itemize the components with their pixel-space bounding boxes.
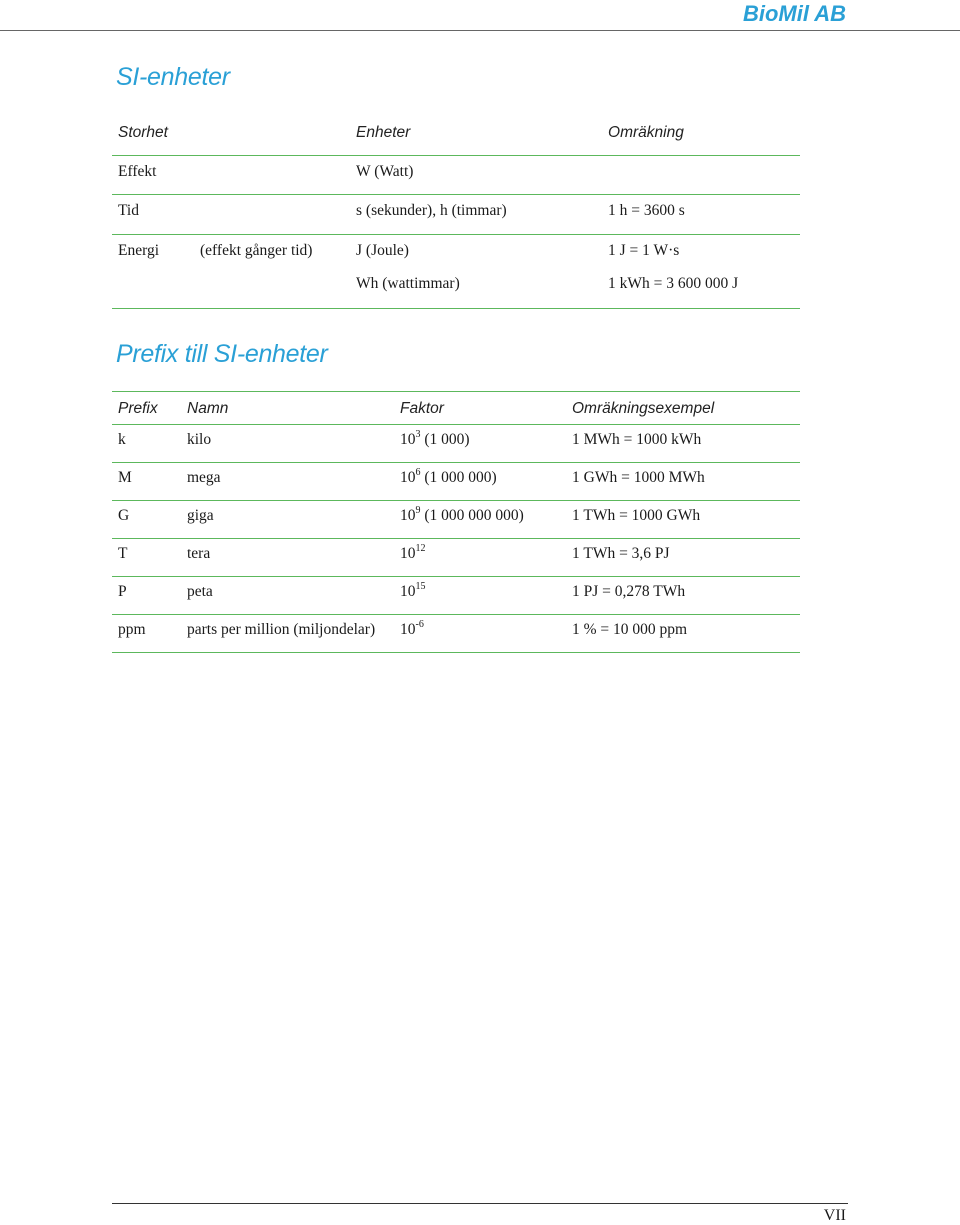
prefix-cell: k — [118, 431, 126, 448]
factor-cell — [394, 501, 566, 539]
factor-exponent: 9 — [415, 504, 421, 516]
table-row — [112, 577, 800, 615]
quantity-cell: Effekt — [118, 163, 157, 180]
name-cell: tera — [187, 545, 211, 562]
prefix-cell: M — [118, 469, 132, 486]
quantity-cell: Tid — [118, 202, 139, 219]
prefix-cell: T — [118, 545, 128, 562]
col-header-name: Namn — [187, 400, 229, 417]
example-cell: 1 % = 10 000 ppm — [572, 621, 688, 638]
si-units-table — [112, 115, 800, 309]
factor-tail: (1 000 000) — [420, 469, 497, 486]
table-row-effekt — [112, 156, 800, 195]
table-row-energi — [112, 235, 800, 274]
factor-exponent: 15 — [415, 580, 426, 592]
factor-exponent: 3 — [415, 428, 421, 440]
example-cell: 1 TWh = 3,6 PJ — [572, 545, 670, 562]
name-cell: kilo — [187, 431, 212, 448]
factor-tail: (1 000 000 000) — [420, 507, 524, 524]
col-header-units: Enheter — [356, 124, 411, 141]
unit-cell: s (sekunder), h (timmar) — [356, 202, 507, 219]
name-cell: parts per million (miljondelar) — [187, 621, 376, 638]
factor-cell — [394, 577, 566, 615]
prefix-table — [112, 391, 800, 653]
factor-base: 10 — [400, 431, 416, 448]
example-cell: 1 MWh = 1000 kWh — [572, 431, 702, 448]
prefix-heading: Prefix till SI-enheter — [116, 340, 328, 368]
col-header-conversion: Omräkning — [608, 124, 684, 141]
factor-tail: (1 000) — [420, 431, 470, 448]
factor-base: 10 — [400, 545, 416, 562]
table-row — [112, 615, 800, 653]
quantity-cell: Energi — [118, 242, 160, 259]
prefix-cell: P — [118, 583, 127, 600]
factor-cell — [394, 425, 566, 463]
unit-cell: Wh (wattimmar) — [356, 275, 460, 292]
table-row-energi-wh — [112, 273, 800, 309]
table-row — [112, 425, 800, 463]
factor-exponent: 12 — [415, 542, 426, 554]
name-cell: peta — [187, 583, 213, 600]
prefix-cell: G — [118, 507, 130, 524]
factor-base: 10 — [400, 469, 416, 486]
factor-base: 10 — [400, 507, 416, 524]
name-cell: mega — [187, 469, 221, 486]
unit-cell: J (Joule) — [356, 242, 409, 259]
col-header-prefix: Prefix — [118, 400, 158, 417]
example-cell: 1 PJ = 0,278 TWh — [572, 583, 686, 600]
example-cell: 1 GWh = 1000 MWh — [572, 469, 705, 486]
unit-cell: W (Watt) — [356, 163, 414, 180]
company-brand: BioMil AB — [742, 1, 846, 26]
factor-exponent: -6 — [415, 618, 424, 630]
conversion-cell: 1 h = 3600 s — [608, 202, 685, 219]
factor-cell — [394, 463, 566, 501]
table-row-tid — [112, 195, 800, 235]
example-cell: 1 TWh = 1000 GWh — [572, 507, 701, 524]
footer-rule — [112, 1203, 848, 1204]
page-number: VII — [823, 1207, 846, 1224]
quantity-note-cell: (effekt gånger tid) — [200, 242, 313, 259]
prefix-cell: ppm — [118, 621, 146, 638]
conversion-cell: 1 J = 1 W·s — [608, 242, 680, 259]
col-header-example: Omräkningsexempel — [572, 400, 715, 417]
table-row — [112, 501, 800, 539]
prefix-table-header — [112, 392, 800, 425]
name-cell: giga — [187, 507, 214, 524]
header-rule — [0, 30, 960, 31]
factor-exponent: 6 — [415, 466, 421, 478]
factor-cell — [394, 539, 566, 577]
conversion-cell — [602, 156, 800, 195]
col-header-factor: Faktor — [400, 400, 444, 417]
si-units-heading: SI-enheter — [116, 63, 230, 91]
factor-cell — [394, 615, 566, 653]
col-header-quantity: Storhet — [118, 124, 168, 141]
table-row — [112, 463, 800, 501]
table-row — [112, 539, 800, 577]
factor-base: 10 — [400, 583, 416, 600]
factor-base: 10 — [400, 621, 416, 638]
si-table-header — [112, 115, 800, 156]
conversion-cell: 1 kWh = 3 600 000 J — [608, 275, 739, 292]
